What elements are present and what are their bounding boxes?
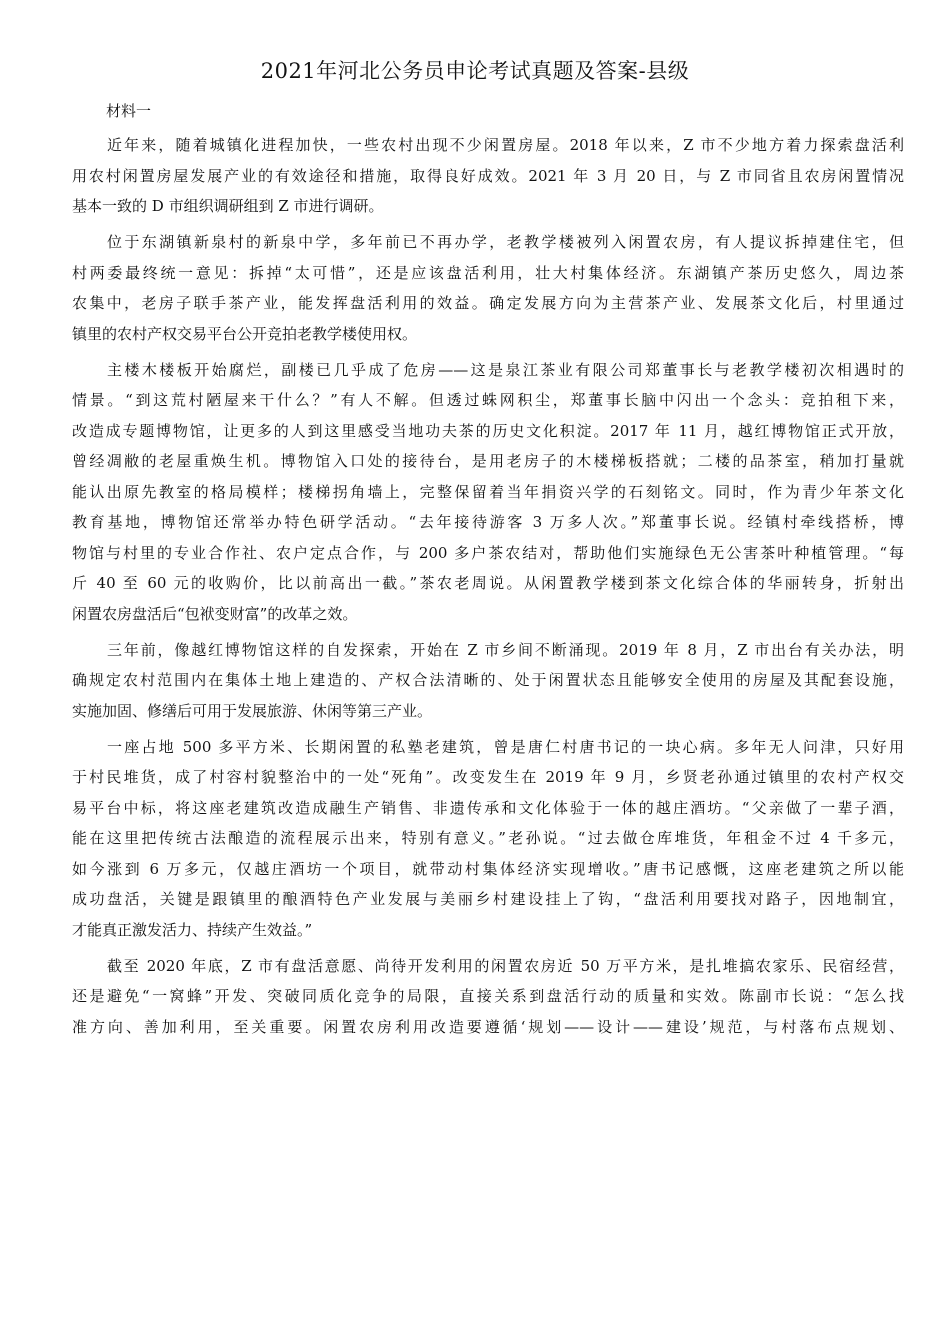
paragraph-line: 成功盘活，关键是跟镇里的酿酒特色产业发展与美丽乡村建设挂上了钩，“盘活利用要找对路子，因地制宜， <box>72 890 904 908</box>
paragraph-5 <box>72 732 904 946</box>
document-title: 2021年河北公务员申论考试真题及答案-县级 <box>260 59 690 83</box>
paragraph-line: 于村民堆货，成了村容村貌整治中的一处“死角”。改变发生在 2019 年 9 月，乡贤老孙通过镇里的农村产权交 <box>72 768 904 786</box>
section-label: 材料一 <box>106 102 152 120</box>
paragraph-line: 如今涨到 6 万多元，仅越庄酒坊一个项目，就带动村集体经济实现增收。”唐书记感慨，这座老建筑之所以能 <box>72 859 904 878</box>
paragraph-line: 用农村闲置房屋发展产业的有效途径和措施，取得良好成效。2021 年 3 月 20 日，与 Z 市同省且农房闲置情况 <box>72 166 904 185</box>
paragraph-line: 截至 2020 年底，Z 市有盘活意愿、尚待开发利用的闲置农房近 50 万平方米，是扎堆搞农家乐、民宿经营， <box>107 956 904 975</box>
paragraph-6 <box>72 951 904 1043</box>
paragraph-line: 农集中，老房子联手茶产业，能发挥盘活利用的效益。确定发展方向为主营茶产业、发展茶文化后，村里通过 <box>72 294 904 312</box>
paragraph-4 <box>72 635 904 727</box>
paragraph-line: 近年来，随着城镇化进程加快，一些农村出现不少闲置房屋。2018 年以来，Z 市不少地方着力探索盘活利 <box>107 136 904 154</box>
paragraph-line: 能认出原先教室的格局模样；楼梯拐角墙上，完整保留着当年捐资兴学的石刻铭文。同时，作为青少年茶文化 <box>72 482 904 501</box>
paragraph-line: 改造成专题博物馆，让更多的人到这里感受当地功夫茶的历史文化积淀。2017 年 11 月，越红博物馆正式开放， <box>72 421 904 440</box>
paragraph-line: 确规定农村范围内在集体土地上建造的、产权合法清晰的、处于闲置状态且能够安全使用的房屋及其配套设施， <box>72 671 904 689</box>
paragraph-line: 闲置农房盘活后“包袱变财富”的改革之效。 <box>72 604 358 623</box>
paragraph-line: 一座占地 500 多平方米、长期闲置的私塾老建筑，曾是唐仁村唐书记的一块心病。多年无人问津，只好用 <box>107 737 904 756</box>
paragraph-line: 才能真正激发活力、持续产生效益。” <box>72 920 313 939</box>
paragraph-line: 主楼木楼板开始腐烂，副楼已几乎成了危房——这是泉江茶业有限公司郑董事长与老教学楼初次相遇时的 <box>107 360 904 379</box>
paragraph-line: 实施加固、修缮后可用于发展旅游、休闲等第三产业。 <box>72 701 433 720</box>
paragraph-line: 教育基地，博物馆还常举办特色研学活动。“去年接待游客 3 万多人次。”郑董事长说。经镇村牵线搭桥，博 <box>72 513 904 531</box>
paragraph-3 <box>72 355 904 630</box>
paragraph-line: 物馆与村里的专业合作社、农户定点合作，与 200 多户茶农结对，帮助他们实施绿色无公害茶叶种植管理。“每 <box>72 543 904 562</box>
paragraph-line: 基本一致的 D 市组织调研组到 Z 市进行调研。 <box>72 197 384 215</box>
paragraph-1 <box>72 130 904 222</box>
paragraph-line: 易平台中标，将这座老建筑改造成融生产销售、非遗传承和文化体验于一体的越庄酒坊。“父亲做了一辈子酒， <box>72 798 904 817</box>
paragraph-line: 三年前，像越红博物馆这样的自发探索，开始在 Z 市乡间不断涌现。2019 年 8 月，Z 市出台有关办法，明 <box>107 640 904 659</box>
paragraph-line: 镇里的农村产权交易平台公开竞拍老教学楼使用权。 <box>72 324 418 343</box>
document-body <box>72 130 904 1048</box>
paragraph-line: 位于东湖镇新泉村的新泉中学，多年前已不再办学，老教学楼被列入闲置农房，有人提议拆掉建住宅，但 <box>107 233 904 251</box>
paragraph-line: 能在这里把传统古法酿造的流程展示出来，特别有意义。”老孙说。“过去做仓库堆货，年租金不过 4 千多元， <box>72 829 904 847</box>
paragraph-line: 村两委最终统一意见：拆掉“太可惜”，还是应该盘活利用，壮大村集体经济。东湖镇产茶历史悠久，周边茶 <box>72 263 904 282</box>
paragraph-line: 还是避免“一窝蜂”开发、突破同质化竞争的局限，直接关系到盘活行动的质量和实效。陈副市长说：“怎么找 <box>72 987 904 1005</box>
paragraph-line: 准方向、善加利用，至关重要。闲置农房利用改造要遵循‘规划——设计——建设’规范，与村落布点规划、 <box>72 1017 904 1036</box>
paragraph-line: 曾经凋敝的老屋重焕生机。博物馆入口处的接待台，是用老房子的木楼梯板搭就；二楼的品茶室，稍加打量就 <box>72 452 904 470</box>
paragraph-line: 情景。“到这荒村陋屋来干什么？”有人不解。但透过蛛网积尘，郑董事长脑中闪出一个念头：竞拍租下来， <box>72 391 904 409</box>
paragraph-line: 斤 40 至 60 元的收购价，比以前高出一截。”茶农老周说。从闲置教学楼到茶文化综合体的华丽转身，折射出 <box>72 574 904 592</box>
paragraph-2 <box>72 227 904 349</box>
